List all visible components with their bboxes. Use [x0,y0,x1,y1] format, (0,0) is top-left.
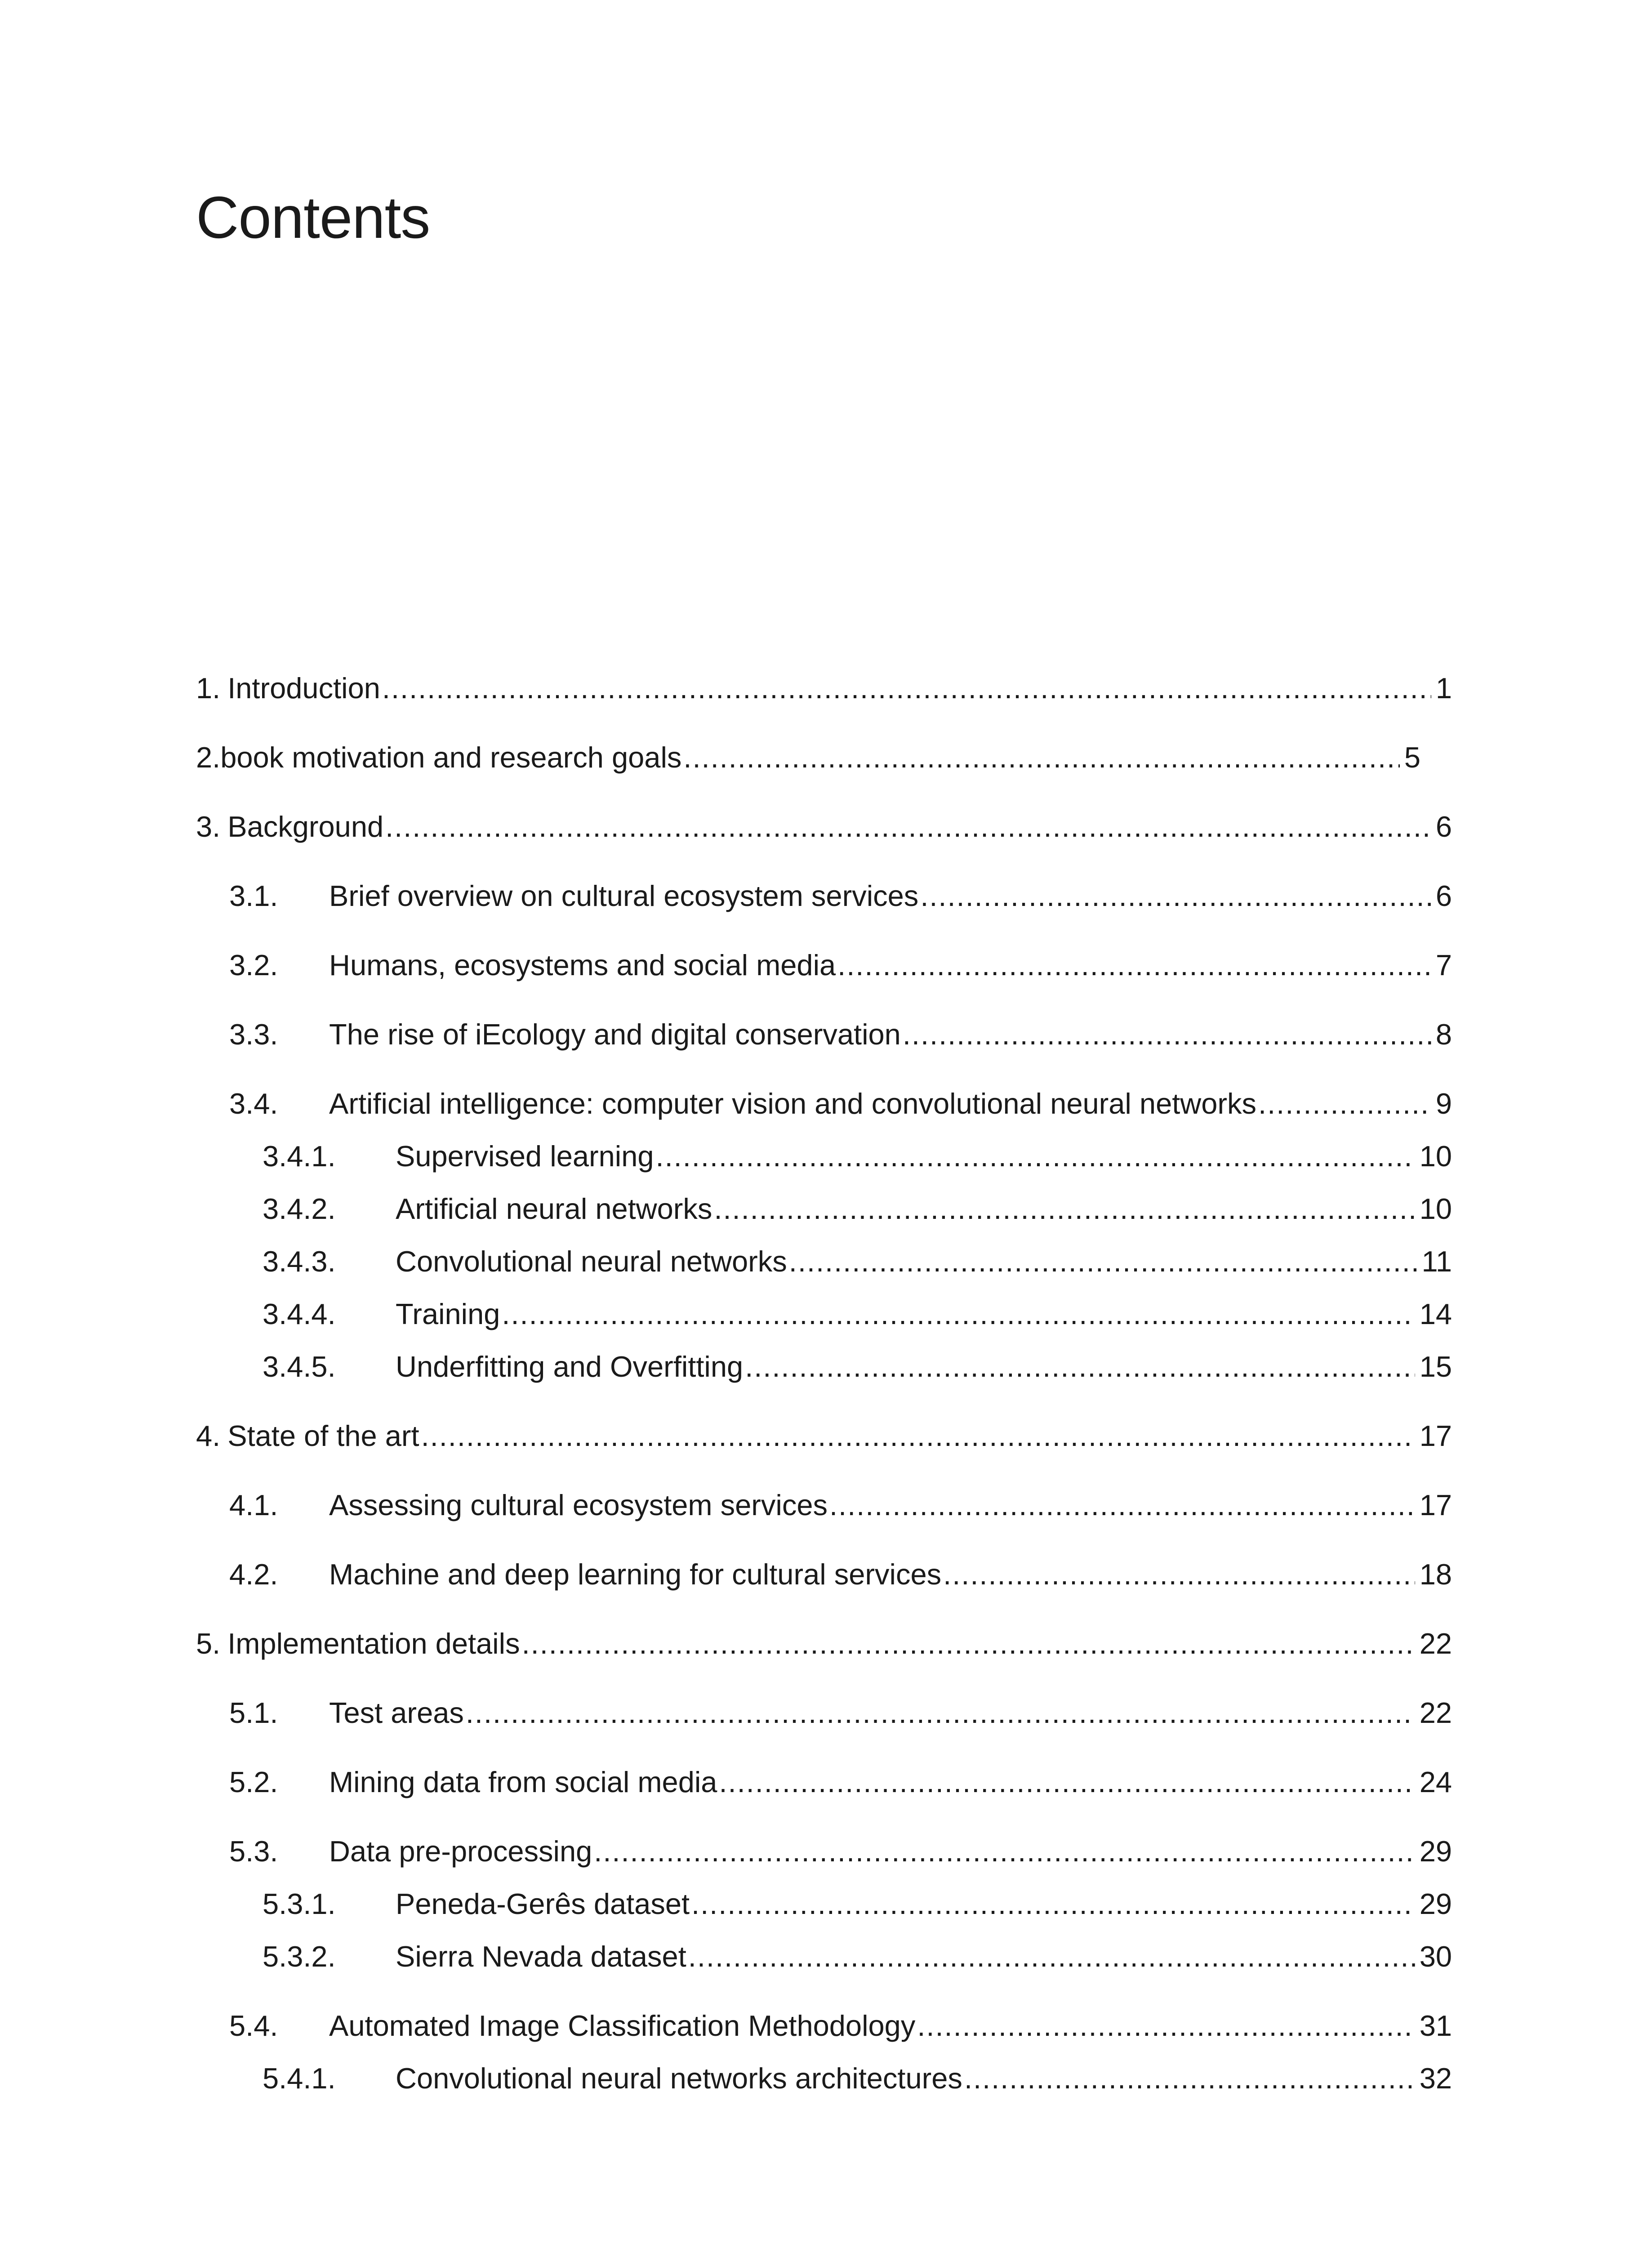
toc-entry-label: Implementation details [227,1627,520,1660]
toc-entry-number: 3.2. [229,949,278,981]
toc-entry-label: State of the art [227,1419,419,1452]
toc-entry-page: 7 [1435,949,1452,981]
toc-entry-page: 8 [1435,1018,1452,1051]
toc-dot-leader [903,1014,1431,1055]
toc-entry[interactable] [196,737,1420,778]
toc-entry-page: 5 [1404,741,1420,774]
toc-entry-label: Convolutional neural networks architectures [396,2062,962,2095]
toc-dot-leader [917,2006,1415,2046]
toc-entry[interactable] [229,876,1452,916]
toc-entry[interactable] [263,1241,1452,1282]
toc-dot-leader [943,1554,1415,1595]
toc-entry-number: 3.4.5. [263,1350,336,1383]
toc-entry-label: Supervised learning [396,1140,654,1173]
toc-dot-leader [594,1831,1415,1872]
toc-entry-number: 5.2. [229,1766,278,1798]
toc-entry[interactable] [229,1762,1452,1802]
toc-entry[interactable] [229,2006,1452,2046]
toc-dot-leader [382,668,1431,709]
toc-entry-label: Introduction [227,672,380,705]
toc-entry[interactable] [229,945,1452,986]
toc-entry-number: 3.4. [229,1087,278,1120]
toc-entry[interactable] [229,1693,1452,1733]
toc-entry-label: Underfitting and Overfitting [396,1350,744,1383]
toc-dot-leader [502,1294,1415,1334]
toc-entry-number: 5. [196,1627,221,1660]
toc-dot-leader [691,1884,1415,1924]
toc-entry-number: 5.4.1. [263,2062,336,2095]
toc-entry-page: 15 [1419,1350,1452,1383]
toc-entry-page: 24 [1419,1766,1452,1798]
toc-entry[interactable] [263,1936,1452,1977]
toc-entry[interactable] [263,1294,1452,1334]
toc-entry-label: Training [396,1298,500,1330]
toc-entry-number: 2. [196,741,221,774]
toc-entry-page: 1 [1435,672,1452,705]
toc-dot-leader [829,1485,1415,1525]
toc-dot-leader [385,807,1431,847]
toc-entry-page: 22 [1419,1627,1452,1660]
toc-entry[interactable] [229,1084,1452,1124]
toc-entry-number: 3.4.1. [263,1140,336,1173]
toc-entry-page: 32 [1419,2062,1452,2095]
toc-dot-leader [522,1624,1415,1664]
toc-entry-number: 3.3. [229,1018,278,1051]
toc-dot-leader [719,1762,1415,1802]
toc-entry-page: 17 [1419,1489,1452,1521]
toc-entry-page: 31 [1419,2009,1452,2042]
page-title: Contents [196,184,430,250]
toc-dot-leader [837,945,1431,986]
toc-entry-number: 5.3.1. [263,1887,336,1920]
toc-entry-page: 11 [1421,1245,1452,1278]
toc-entry-number: 5.4. [229,2009,278,2042]
toc-entry-number: 3. [196,810,221,843]
toc-entry-number: 4.2. [229,1558,278,1591]
toc-dot-leader [964,2058,1415,2099]
toc-entry-number: 5.1. [229,1696,278,1729]
toc-entry-label: Test areas [329,1696,464,1729]
toc-dot-leader [421,1416,1415,1456]
toc-entry[interactable] [263,1189,1452,1229]
toc-entry-number: 5.3.2. [263,1940,336,1973]
toc-entry-label: Mining data from social media [329,1766,717,1798]
toc-entry-page: 14 [1419,1298,1452,1330]
toc-entry-page: 10 [1419,1140,1452,1173]
toc-entry[interactable] [263,1884,1452,1924]
toc-entry-label: Data pre-processing [329,1835,592,1868]
toc-entry-page: 30 [1419,1940,1452,1973]
toc-entry-label: Brief overview on cultural ecosystem services [329,879,919,912]
toc-entry-label: book motivation and research goals [220,741,682,774]
toc-entry-page: 29 [1419,1887,1452,1920]
toc-entry-label: Background [227,810,384,843]
toc-dot-leader [714,1189,1415,1229]
toc-entry-label: Humans, ecosystems and social media [329,949,836,981]
toc-entry[interactable] [229,1554,1452,1595]
toc-entry[interactable] [196,1624,1452,1664]
toc-dot-leader [656,1136,1415,1177]
toc-entry-page: 22 [1419,1696,1452,1729]
toc-entry-label: Artificial intelligence: computer vision and convolutional neural networks [329,1087,1257,1120]
toc-entry-page: 17 [1419,1419,1452,1452]
toc-entry-label: Sierra Nevada dataset [396,1940,686,1973]
toc-dot-leader [789,1241,1417,1282]
toc-entry[interactable] [196,1416,1452,1456]
toc-entry-number: 3.4.4. [263,1298,336,1330]
toc-dot-leader [1258,1084,1431,1124]
toc-dot-leader [683,737,1399,778]
toc-entry[interactable] [229,1485,1452,1525]
toc-dot-leader [466,1693,1415,1733]
toc-entry-page: 6 [1435,810,1452,843]
toc-entry-page: 29 [1419,1835,1452,1868]
toc-entry[interactable] [196,668,1452,709]
toc-entry-number: 3.4.3. [263,1245,336,1278]
toc-entry-page: 10 [1419,1192,1452,1225]
toc-entry[interactable] [196,807,1452,847]
toc-entry-number: 3.4.2. [263,1192,336,1225]
toc-entry-number: 4. [196,1419,221,1452]
toc-entry-label: Assessing cultural ecosystem services [329,1489,828,1521]
toc-entry-page: 9 [1435,1087,1452,1120]
toc-dot-leader [745,1347,1415,1387]
toc-entry[interactable] [229,1831,1452,1872]
toc-entry[interactable] [229,1014,1452,1055]
toc-entry-label: Convolutional neural networks [396,1245,787,1278]
toc-entry-page: 18 [1419,1558,1452,1591]
toc-entry-label: Peneda-Gerês dataset [396,1887,690,1920]
toc-entry-label: The rise of iEcology and digital conservation [329,1018,901,1051]
toc-entry-number: 4.1. [229,1489,278,1521]
toc-entry-label: Automated Image Classification Methodology [329,2009,916,2042]
toc-dot-leader [920,876,1431,916]
toc-entry[interactable] [263,1136,1452,1177]
toc-entry-number: 5.3. [229,1835,278,1868]
toc-entry-number: 1. [196,672,221,705]
toc-entry[interactable] [263,1347,1452,1387]
toc-entry-label: Artificial neural networks [396,1192,712,1225]
toc-entry-number: 3.1. [229,879,278,912]
toc-entry-page: 6 [1435,879,1452,912]
toc-dot-leader [688,1936,1415,1977]
toc-entry-label: Machine and deep learning for cultural services [329,1558,942,1591]
toc-entry[interactable] [263,2058,1452,2099]
